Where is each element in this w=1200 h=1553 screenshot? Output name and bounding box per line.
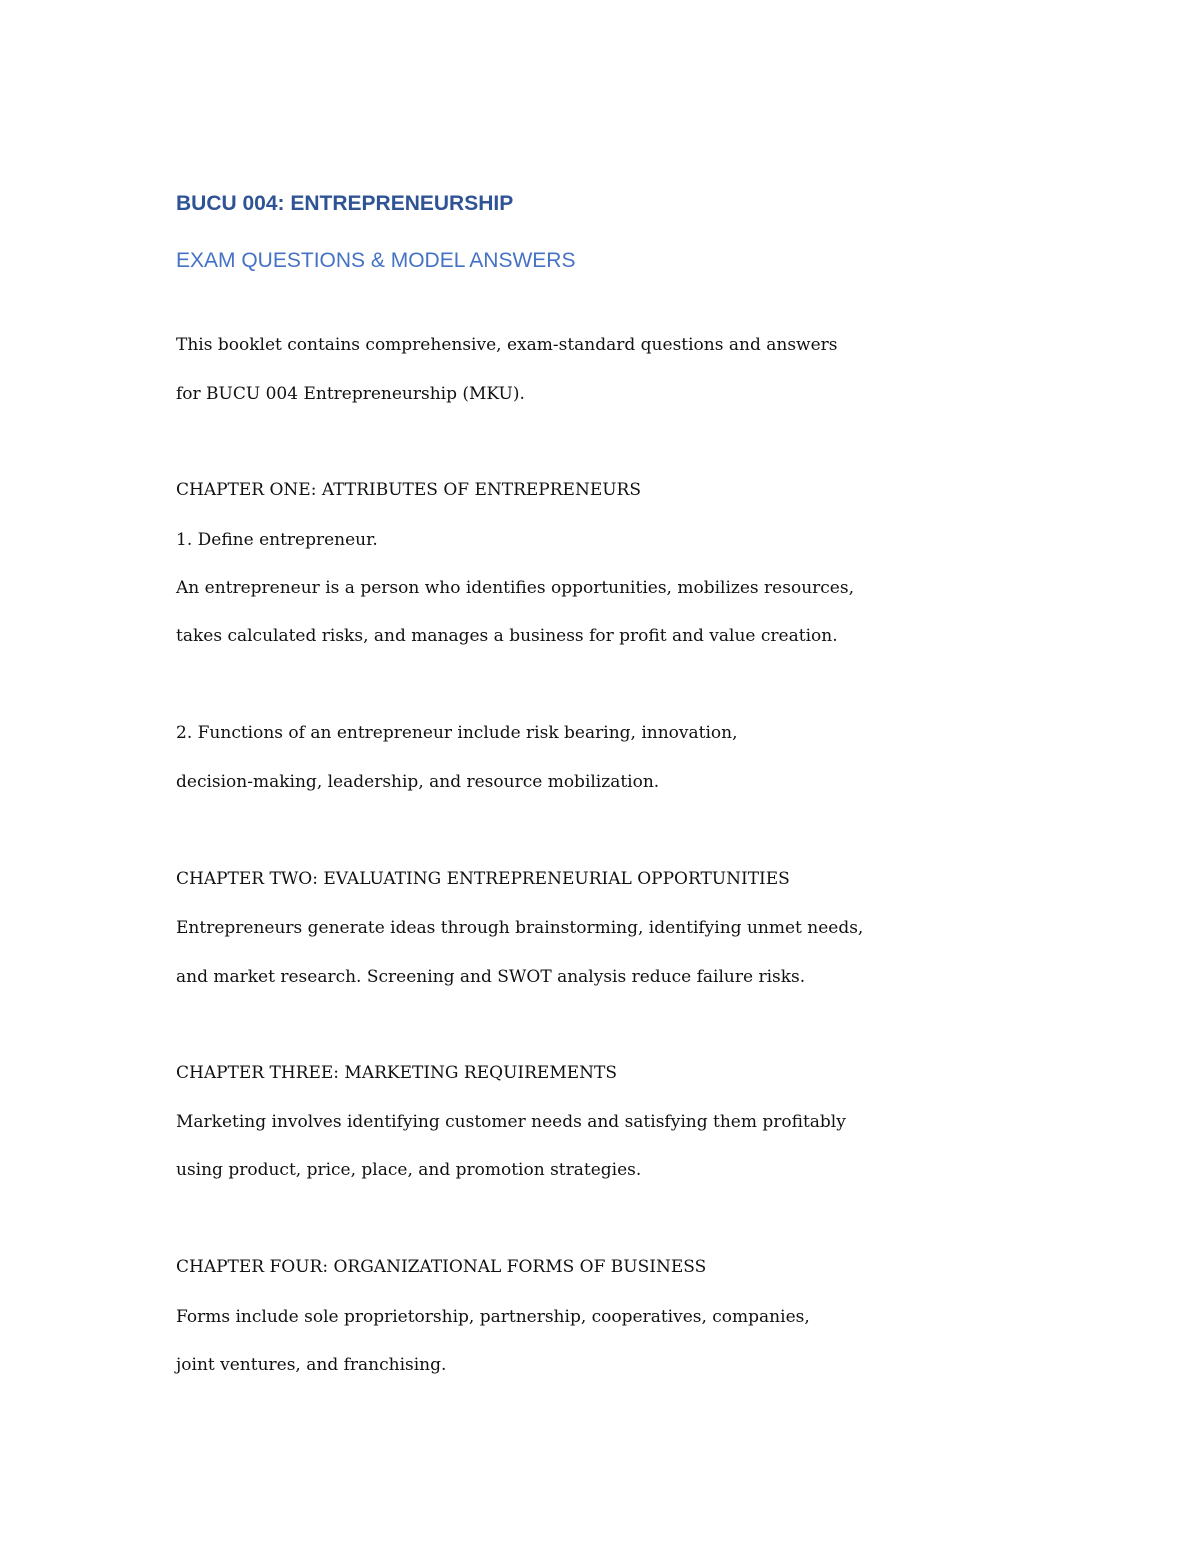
chapter-three-body-line-1: Marketing involves identifying customer needs and satisfying them profitably xyxy=(176,1112,846,1132)
chapter-four-body-line-2: joint ventures, and franchising. xyxy=(176,1355,447,1375)
document-subtitle: EXAM QUESTIONS & MODEL ANSWERS xyxy=(176,249,576,272)
chapter-one-answer-1-line-2: takes calculated risks, and manages a business for profit and value creation. xyxy=(176,626,838,646)
chapter-three-body-line-2: using product, price, place, and promotion strategies. xyxy=(176,1160,642,1180)
chapter-one-heading: CHAPTER ONE: ATTRIBUTES OF ENTREPRENEURS xyxy=(176,480,642,500)
chapter-one-answer-1-line-1: An entrepreneur is a person who identifies opportunities, mobilizes resources, xyxy=(176,578,854,598)
chapter-two-body-line-1: Entrepreneurs generate ideas through brainstorming, identifying unmet needs, xyxy=(176,918,864,938)
intro-line-1: This booklet contains comprehensive, exam-standard questions and answers xyxy=(176,335,838,355)
chapter-three-heading: CHAPTER THREE: MARKETING REQUIREMENTS xyxy=(176,1063,617,1083)
chapter-one-question-2-line-1: 2. Functions of an entrepreneur include risk bearing, innovation, xyxy=(176,723,738,743)
chapter-two-heading: CHAPTER TWO: EVALUATING ENTREPRENEURIAL OPPORTUNITIES xyxy=(176,869,790,889)
chapter-two-body-line-2: and market research. Screening and SWOT analysis reduce failure risks. xyxy=(176,967,806,987)
chapter-one-question-1: 1. Define entrepreneur. xyxy=(176,530,378,550)
chapter-four-heading: CHAPTER FOUR: ORGANIZATIONAL FORMS OF BUSINESS xyxy=(176,1257,707,1277)
chapter-one-question-2-line-2: decision-making, leadership, and resource mobilization. xyxy=(176,772,660,792)
document-title: BUCU 004: ENTREPRENEURSHIP xyxy=(176,192,514,215)
chapter-four-body-line-1: Forms include sole proprietorship, partnership, cooperatives, companies, xyxy=(176,1307,810,1327)
intro-line-2: for BUCU 004 Entrepreneurship (MKU). xyxy=(176,384,525,404)
